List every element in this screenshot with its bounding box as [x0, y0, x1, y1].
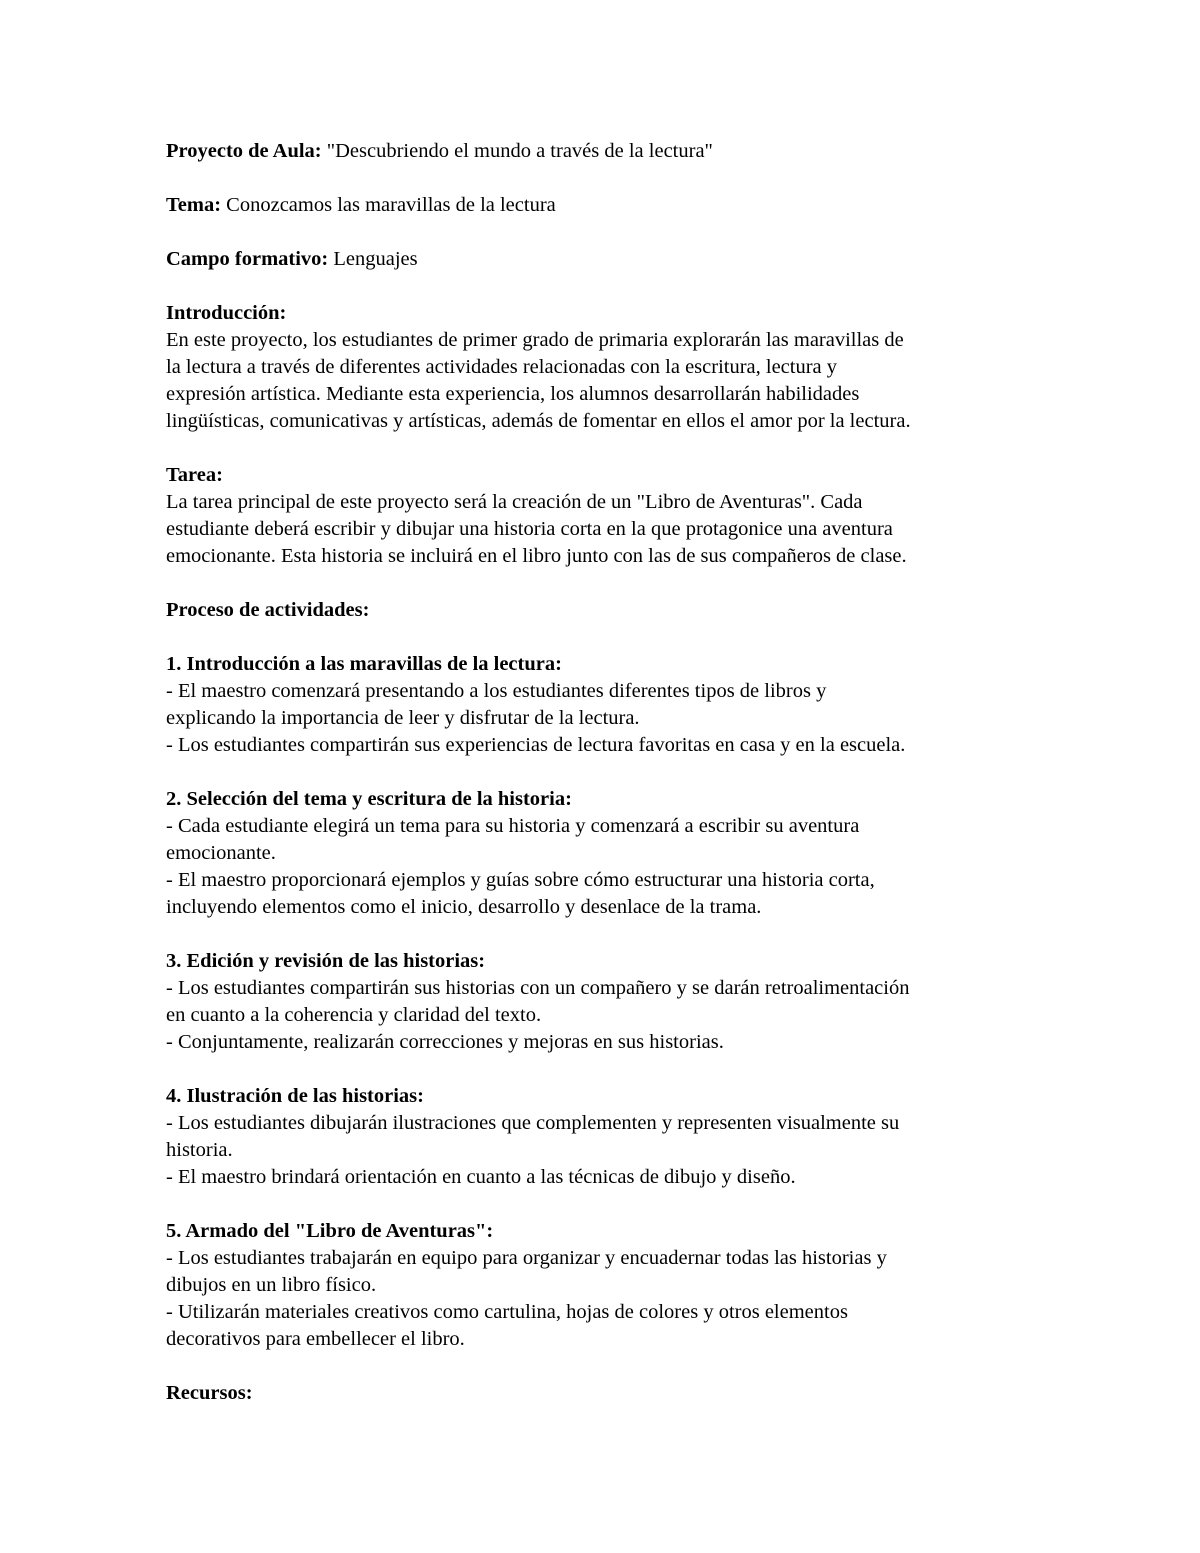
step-5-line: dibujos en un libro físico.: [166, 1274, 377, 1296]
proceso-heading-line: [166, 597, 1046, 624]
step-2-line: - Cada estudiante elegirá un tema para su historia y comenzará a escribir su aventura: [166, 815, 860, 837]
tema-line: [166, 192, 1046, 219]
campo-line: [166, 246, 1046, 273]
tarea-heading: Tarea:: [166, 464, 223, 486]
step-2-line: - El maestro proporcionará ejemplos y guías sobre cómo estructurar una historia corta,: [166, 869, 875, 891]
step-4: [166, 1083, 1046, 1191]
step-5-line: - Utilizarán materiales creativos como cartulina, hojas de colores y otros elementos: [166, 1301, 848, 1323]
tema-label: Tema:: [166, 194, 222, 216]
step-3: [166, 948, 1046, 1056]
introduccion-line: la lectura a través de diferentes actividades relacionadas con la escritura, lectura y: [166, 356, 838, 378]
step-4-line: - Los estudiantes dibujarán ilustraciones que complementen y representen visualmente su: [166, 1112, 900, 1134]
tarea-section: [166, 462, 1046, 570]
step-5: [166, 1218, 1046, 1353]
step-5-title: 5. Armado del "Libro de Aventuras":: [166, 1220, 494, 1242]
step-3-title: 3. Edición y revisión de las historias:: [166, 950, 486, 972]
introduccion-heading: Introducción:: [166, 302, 287, 324]
tarea-line: emocionante. Esta historia se incluirá en el libro junto con las de sus compañeros de clase.: [166, 545, 907, 567]
tarea-line: La tarea principal de este proyecto será la creación de un "Libro de Aventuras". Cada: [166, 491, 863, 513]
step-1-title: 1. Introducción a las maravillas de la lectura:: [166, 653, 562, 675]
step-1-line: explicando la importancia de leer y disfrutar de la lectura.: [166, 707, 640, 729]
step-2-title: 2. Selección del tema y escritura de la historia:: [166, 788, 572, 810]
step-5-line: decorativos para embellecer el libro.: [166, 1328, 465, 1350]
project-title-line: [166, 138, 1046, 165]
tema-value: Conozcamos las maravillas de la lectura: [226, 194, 556, 216]
step-3-line: - Conjuntamente, realizarán correcciones y mejoras en sus historias.: [166, 1031, 724, 1053]
step-1: [166, 651, 1046, 759]
document-page: [166, 138, 1046, 1434]
campo-label: Campo formativo:: [166, 248, 329, 270]
introduccion-section: [166, 300, 1046, 435]
campo-value: Lenguajes: [333, 248, 418, 270]
step-3-line: en cuanto a la coherencia y claridad del texto.: [166, 1004, 542, 1026]
proceso-heading: Proceso de actividades:: [166, 599, 370, 621]
project-label: Proyecto de Aula:: [166, 140, 322, 162]
step-1-line: - El maestro comenzará presentando a los estudiantes diferentes tipos de libros y: [166, 680, 827, 702]
step-1-line: - Los estudiantes compartirán sus experiencias de lectura favoritas en casa y en la escuela.: [166, 734, 906, 756]
step-5-line: - Los estudiantes trabajarán en equipo para organizar y encuadernar todas las historias y: [166, 1247, 887, 1269]
recursos-heading-line: [166, 1380, 1046, 1407]
step-3-line: - Los estudiantes compartirán sus historias con un compañero y se darán retroalimentación: [166, 977, 910, 999]
recursos-heading: Recursos:: [166, 1382, 253, 1404]
step-4-line: historia.: [166, 1139, 233, 1161]
project-title: "Descubriendo el mundo a través de la lectura": [326, 140, 713, 162]
step-2: [166, 786, 1046, 921]
introduccion-line: En este proyecto, los estudiantes de primer grado de primaria explorarán las maravillas de: [166, 329, 904, 351]
step-4-line: - El maestro brindará orientación en cuanto a las técnicas de dibujo y diseño.: [166, 1166, 796, 1188]
tarea-line: estudiante deberá escribir y dibujar una historia corta en la que protagonice una aventura: [166, 518, 893, 540]
introduccion-line: lingüísticas, comunicativas y artísticas, además de fomentar en ellos el amor por la lectura.: [166, 410, 911, 432]
step-4-title: 4. Ilustración de las historias:: [166, 1085, 424, 1107]
step-2-line: incluyendo elementos como el inicio, desarrollo y desenlace de la trama.: [166, 896, 762, 918]
introduccion-line: expresión artística. Mediante esta experiencia, los alumnos desarrollarán habilidades: [166, 383, 860, 405]
step-2-line: emocionante.: [166, 842, 276, 864]
